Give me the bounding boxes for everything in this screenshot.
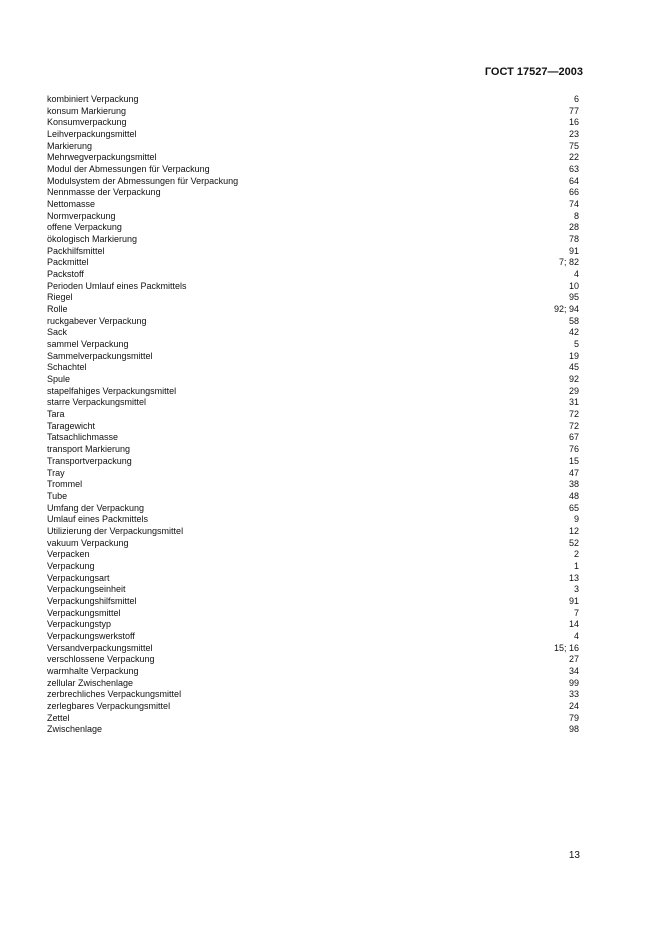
- index-reference-number: 72: [568, 409, 579, 420]
- index-entry: [47, 374, 579, 386]
- index-reference-number: 48: [568, 490, 579, 501]
- index-entry: [47, 327, 579, 339]
- index-reference-number: 42: [568, 327, 579, 338]
- index-entry: [47, 222, 579, 234]
- index-term: Normverpackung: [47, 210, 116, 221]
- index-term: Verpackungsart: [47, 572, 110, 583]
- index-reference-number: 31: [568, 397, 579, 408]
- index-term: Leihverpackungsmittel: [47, 129, 137, 140]
- index-entry: [47, 689, 579, 701]
- index-entry: [47, 292, 579, 304]
- index-entry: [47, 643, 579, 655]
- index-entry: [47, 561, 579, 573]
- index-reference-number: 2: [573, 549, 579, 560]
- index-entry: [47, 211, 579, 223]
- index-reference-number: 1: [573, 560, 579, 571]
- index-term: Mehrwegverpackungsmittel: [47, 152, 157, 163]
- index-reference-number: 15; 16: [553, 642, 579, 653]
- index-entry: [47, 351, 579, 363]
- index-term: Zettel: [47, 712, 70, 723]
- index-entry: [47, 176, 579, 188]
- index-entry: [47, 491, 579, 503]
- index-term: Verpackungshilfsmittel: [47, 595, 137, 606]
- index-term: zerbrechliches Verpackungsmittel: [47, 689, 182, 700]
- index-reference-number: 23: [568, 129, 579, 140]
- index-entry: [47, 631, 579, 643]
- index-term: Packhilfsmittel: [47, 245, 105, 256]
- index-entry: [47, 164, 579, 176]
- index-reference-number: 16: [568, 117, 579, 128]
- index-reference-number: 58: [568, 315, 579, 326]
- index-term: Verpackungsmittel: [47, 607, 121, 618]
- index-reference-number: 6: [573, 94, 579, 104]
- index-term: Verpackungswerkstoff: [47, 630, 135, 641]
- index-reference-number: 27: [568, 654, 579, 665]
- index-reference-number: 91: [568, 595, 579, 606]
- index-entry: [47, 526, 579, 538]
- index-entry: [47, 152, 579, 164]
- index-entry: [47, 257, 579, 269]
- index-reference-number: 7: [573, 607, 579, 618]
- index-reference-number: 14: [568, 619, 579, 630]
- index-entry: [47, 234, 579, 246]
- index-reference-number: 12: [568, 525, 579, 536]
- index-entry: [47, 199, 579, 211]
- index-reference-number: 67: [568, 432, 579, 443]
- index-reference-number: 77: [568, 105, 579, 116]
- index-term: Markierung: [47, 140, 93, 151]
- index-reference-number: 34: [568, 665, 579, 676]
- index-reference-number: 45: [568, 362, 579, 373]
- index-term: warmhalte Verpackung: [47, 665, 139, 676]
- index-entry: [47, 654, 579, 666]
- index-entry: [47, 397, 579, 409]
- index-term: Verpackungstyp: [47, 619, 112, 630]
- index-reference-number: 92; 94: [553, 304, 579, 315]
- index-entry: [47, 304, 579, 316]
- index-entry: [47, 106, 579, 118]
- index-term: Verpackungseinheit: [47, 584, 126, 595]
- index-term: vakuum Verpackung: [47, 537, 129, 548]
- index-term: transport Markierung: [47, 444, 131, 455]
- index-entry: [47, 444, 579, 456]
- index-reference-number: 22: [568, 152, 579, 163]
- index-term: ökologisch Markierung: [47, 234, 138, 245]
- index-reference-number: 95: [568, 292, 579, 303]
- index-entry: [47, 701, 579, 713]
- index-entry: [47, 584, 579, 596]
- index-term: Packstoff: [47, 269, 84, 280]
- index-reference-number: 4: [573, 630, 579, 641]
- index-entry: [47, 514, 579, 526]
- index-reference-number: 65: [568, 502, 579, 513]
- index-term: Konsumverpackung: [47, 117, 127, 128]
- index-reference-number: 28: [568, 222, 579, 233]
- index-entry: [47, 281, 579, 293]
- index-term: zerlegbares Verpackungsmittel: [47, 700, 171, 711]
- index-reference-number: 66: [568, 187, 579, 198]
- index-term: Rolle: [47, 304, 68, 315]
- index-entry: [47, 339, 579, 351]
- index-reference-number: 8: [573, 210, 579, 221]
- index-reference-number: 47: [568, 467, 579, 478]
- index-entry: [47, 666, 579, 678]
- alphabetical-index: [47, 94, 579, 736]
- index-term: zellular Zwischenlage: [47, 677, 134, 688]
- index-reference-number: 4: [573, 269, 579, 280]
- index-entry: [47, 713, 579, 725]
- index-reference-number: 24: [568, 700, 579, 711]
- index-term: Taragewicht: [47, 420, 96, 431]
- index-reference-number: 99: [568, 677, 579, 688]
- index-term: Perioden Umlauf eines Packmittels: [47, 280, 187, 291]
- index-term: Zwischenlage: [47, 724, 103, 735]
- index-term: Trommel: [47, 479, 83, 490]
- index-reference-number: 15: [568, 455, 579, 466]
- index-term: ruckgabever Verpackung: [47, 315, 147, 326]
- index-term: Riegel: [47, 292, 73, 303]
- index-entry: [47, 456, 579, 468]
- index-entry: [47, 129, 579, 141]
- index-reference-number: 29: [568, 385, 579, 396]
- index-entry: [47, 549, 579, 561]
- index-reference-number: 19: [568, 350, 579, 361]
- index-reference-number: 76: [568, 444, 579, 455]
- index-entry: [47, 608, 579, 620]
- index-entry: [47, 316, 579, 328]
- index-term: stapelfahiges Verpackungsmittel: [47, 385, 177, 396]
- index-reference-number: 10: [568, 280, 579, 291]
- index-reference-number: 75: [568, 140, 579, 151]
- index-reference-number: 63: [568, 164, 579, 175]
- index-term: Packmittel: [47, 257, 89, 268]
- index-term: Tara: [47, 409, 65, 420]
- page-number: 13: [568, 850, 580, 861]
- index-term: Nettomasse: [47, 199, 96, 210]
- index-entry: [47, 619, 579, 631]
- index-term: Verpackung: [47, 560, 95, 571]
- index-term: Utilizierung der Verpackungsmittel: [47, 525, 184, 536]
- index-entry: [47, 503, 579, 515]
- index-reference-number: 5: [573, 339, 579, 350]
- index-term: Umlauf eines Packmittels: [47, 514, 149, 525]
- index-term: verschlossene Verpackung: [47, 654, 155, 665]
- index-reference-number: 33: [568, 689, 579, 700]
- index-reference-number: 72: [568, 420, 579, 431]
- index-reference-number: 9: [573, 514, 579, 525]
- index-entry: [47, 386, 579, 398]
- index-entry: [47, 421, 579, 433]
- index-entry: [47, 538, 579, 550]
- index-reference-number: 38: [568, 479, 579, 490]
- index-term: starre Verpackungsmittel: [47, 397, 147, 408]
- index-entry: [47, 409, 579, 421]
- index-term: Spule: [47, 374, 71, 385]
- index-term: Tatsachlichmasse: [47, 432, 119, 443]
- index-entry: [47, 246, 579, 258]
- index-term: Umfang der Verpackung: [47, 502, 145, 513]
- index-entry: [47, 362, 579, 374]
- index-entry: [47, 479, 579, 491]
- index-term: Versandverpackungsmittel: [47, 642, 153, 653]
- index-term: Nennmasse der Verpackung: [47, 187, 161, 198]
- index-reference-number: 92: [568, 374, 579, 385]
- index-entry: [47, 596, 579, 608]
- index-entry: [47, 94, 579, 106]
- index-reference-number: 3: [573, 584, 579, 595]
- index-term: konsum Markierung: [47, 105, 127, 116]
- index-entry: [47, 724, 579, 736]
- index-reference-number: 7; 82: [558, 257, 579, 268]
- index-entry: [47, 117, 579, 129]
- index-entry: [47, 269, 579, 281]
- index-term: Modulsystem der Abmessungen für Verpackung: [47, 175, 239, 186]
- index-term: Tray: [47, 467, 65, 478]
- index-reference-number: 74: [568, 199, 579, 210]
- index-term: sammel Verpackung: [47, 339, 129, 350]
- index-term: Transportverpackung: [47, 455, 132, 466]
- index-term: kombiniert Verpackung: [47, 94, 139, 104]
- index-entry: [47, 141, 579, 153]
- index-entry: [47, 573, 579, 585]
- index-reference-number: 78: [568, 234, 579, 245]
- index-reference-number: 52: [568, 537, 579, 548]
- index-term: Schachtel: [47, 362, 87, 373]
- document-code-header: ГОСТ 17527—2003: [484, 66, 583, 78]
- index-reference-number: 79: [568, 712, 579, 723]
- index-term: Sammelverpackungsmittel: [47, 350, 153, 361]
- index-term: Verpacken: [47, 549, 90, 560]
- index-term: Tube: [47, 490, 68, 501]
- index-reference-number: 64: [568, 175, 579, 186]
- index-reference-number: 13: [568, 572, 579, 583]
- index-entry: [47, 678, 579, 690]
- index-term: Sack: [47, 327, 68, 338]
- index-entry: [47, 187, 579, 199]
- index-reference-number: 91: [568, 245, 579, 256]
- index-reference-number: 98: [568, 724, 579, 735]
- index-term: Modul der Abmessungen für Verpackung: [47, 164, 210, 175]
- index-entry: [47, 468, 579, 480]
- index-term: offene Verpackung: [47, 222, 122, 233]
- index-entry: [47, 432, 579, 444]
